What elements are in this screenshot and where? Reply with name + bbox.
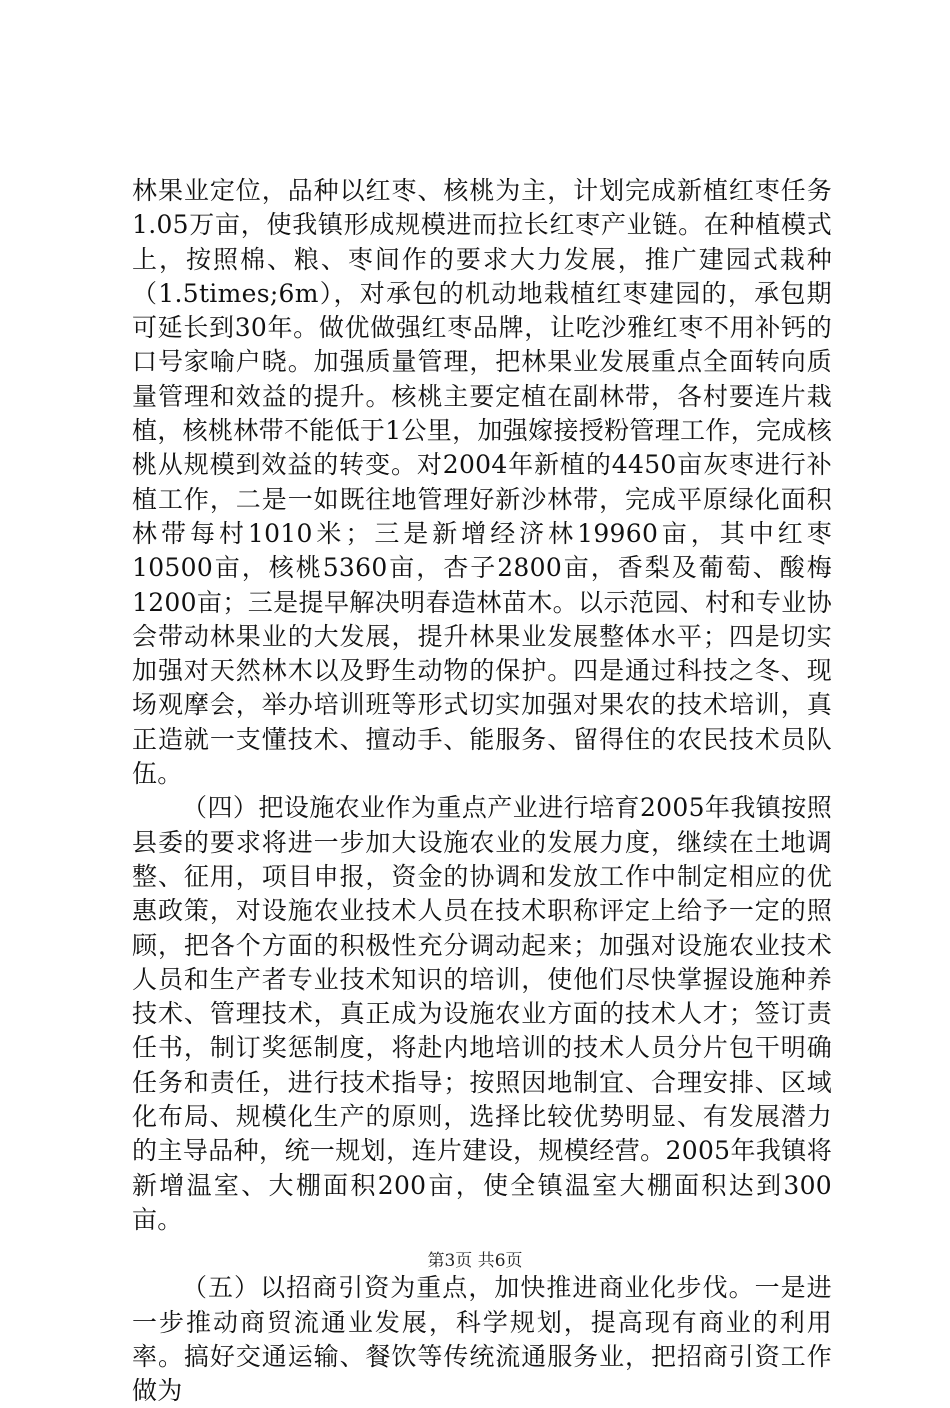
document-body (132, 174, 832, 1408)
paragraph-investment: （五）以招商引资为重点，加快推进商业化步伐。一是进一步推动商贸流通业发展，科学规划，提高现有商业的利用率。搞好交通运输、餐饮等传统流通服务业，把招商引资工作做为 (132, 1273, 832, 1406)
page-number-footer: 第3页 共6页 (427, 1251, 523, 1271)
paragraph-forestry: 林果业定位，品种以红枣、核桃为主，计划完成新植红枣任务1.05万亩，使我镇形成规模进而拉长红枣产业链。在种植模式上，按照棉、粮、枣间作的要求大力发展，推广建园式栽种（1.5times;6m），对承包的机动地栽植红枣建园的，承包期可延长到30年。做优做强红枣品牌，让吃沙雅红枣不用补钙的口号家喻户晓。加强质量管理，把林果业发展重点全面转向质量管理和效益的提升。核桃主要定植在副林带，各村要连片栽植，核桃林带不能低于1公里，加强嫁接授粉管理工作，完成核桃从规模到效益的转变。对2004年新植的4450亩灰枣进行补植工作，二是一如既往地管理好新沙林带，完成平原绿化面积林带每村1010米；三是新增经济林19960亩，其中红枣10500亩，核桃5360亩，杏子2800亩，香梨及葡萄、酸梅1200亩；三是提早解决明春造林苗木。以示范园、村和专业协会带动林果业的大发展，提升林果业发展整体水平；四是切实加强对天然林木以及野生动物的保护。四是通过科技之冬、现场观摩会，举办培训班等形式切实加强对果农的技术培训，真正造就一支懂技术、擅动手、能服务、留得住的农民技术员队伍。 (132, 176, 832, 789)
paragraph-facility-agriculture: （四）把设施农业作为重点产业进行培育2005年我镇按照县委的要求将进一步加大设施农业的发展力度，继续在土地调整、征用，项目申报，资金的协调和发放工作中制定相应的优惠政策，对设施农业技术人员在技术职称评定上给予一定的照顾，把各个方面的积极性充分调动起来；加强对设施农业技术人员和生产者专业技术知识的培训，使他们尽快掌握设施种养技术、管理技术，真正成为设施农业方面的技术人才；签订责任书，制订奖惩制度，将赴内地培训的技术人员分片包干明确任务和责任，进行技术指导；按照因地制宜、合理安排、区域化布局、规模化生产的原则，选择比较优势明显、有发展潜力的主导品种，统一规划，连片建设，规模经营。2005年我镇将新增温室、大棚面积200亩，使全镇温室大棚面积达到300亩。 (132, 793, 832, 1234)
